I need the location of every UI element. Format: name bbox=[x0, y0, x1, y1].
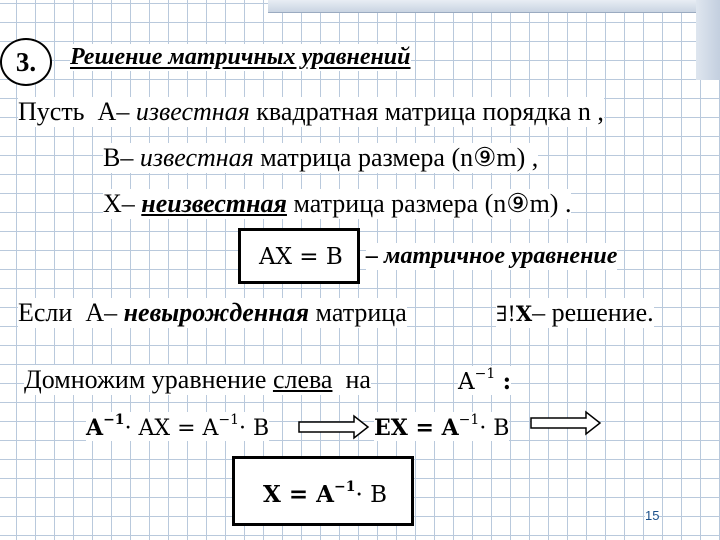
line-5-matrix-letter: A bbox=[458, 369, 475, 395]
line-5-exponent: −1 bbox=[474, 366, 496, 382]
line-1-dash: – bbox=[116, 97, 130, 126]
line-4-tail: – решение. bbox=[532, 298, 654, 327]
line-4-solution bbox=[496, 298, 654, 328]
equation-formula: AX = B bbox=[259, 244, 343, 270]
line-3 bbox=[103, 189, 571, 219]
right-decor-bar bbox=[696, 0, 720, 80]
page-number: 15 bbox=[645, 508, 660, 523]
line-5-text: Домножим уравнение bbox=[24, 365, 267, 394]
implication-arrow-1-icon bbox=[298, 414, 370, 440]
derivation-step-2 bbox=[374, 412, 509, 441]
step-1-a: A bbox=[86, 415, 104, 441]
line-3-rest: матрица размера (n⑨m) . bbox=[293, 189, 572, 218]
line-1-prefix: Пусть bbox=[18, 97, 85, 126]
step-1-exp-1: −1 bbox=[103, 412, 125, 428]
line-5-colon: : bbox=[502, 368, 512, 395]
line-2 bbox=[103, 143, 538, 173]
line-2-rest: матрица размера (n⑨m) , bbox=[260, 143, 539, 172]
step-2-a: EX = A bbox=[374, 415, 459, 441]
line-4 bbox=[18, 298, 407, 328]
slide-number-badge bbox=[0, 38, 52, 86]
slide-title: Решение матричных уравнений bbox=[70, 44, 411, 70]
line-4-qualifier: невырожденная bbox=[123, 298, 310, 327]
top-decor-bar bbox=[268, 0, 720, 13]
step-2-exp: −1 bbox=[458, 412, 480, 428]
line-5-on: на bbox=[345, 365, 371, 394]
line-4-rest: матрица bbox=[315, 298, 407, 327]
line-3-var: X bbox=[103, 189, 122, 218]
step-2-b: · B bbox=[479, 416, 510, 441]
result-box bbox=[232, 456, 414, 526]
line-2-dash: – bbox=[120, 143, 134, 172]
line-2-qualifier: известная bbox=[139, 143, 254, 172]
line-1-qualifier: известная bbox=[135, 97, 250, 126]
result-exp: −1 bbox=[333, 479, 356, 495]
line-1 bbox=[18, 97, 604, 127]
step-1-c: · B bbox=[239, 416, 270, 441]
line-3-dash: – bbox=[121, 189, 135, 218]
line-4-prefix: Если bbox=[18, 298, 73, 327]
step-1-b: · AX = A bbox=[124, 416, 219, 441]
line-4-dash: – bbox=[104, 298, 118, 327]
result-b: · B bbox=[355, 482, 387, 508]
line-3-qualifier: неизвестная bbox=[141, 189, 287, 218]
exists-unique-symbol: ∃! bbox=[496, 302, 516, 326]
step-1-exp-2: −1 bbox=[218, 412, 240, 428]
result-a: X = A bbox=[263, 481, 334, 508]
line-2-var: B bbox=[103, 143, 121, 172]
line-5-matrix bbox=[458, 366, 511, 395]
derivation-step-1 bbox=[86, 412, 269, 441]
line-1-rest: квадратная матрица порядка n , bbox=[256, 97, 604, 126]
equation-label: – матричное уравнение bbox=[366, 243, 618, 269]
line-5-underlined: слева bbox=[272, 365, 333, 394]
line-4-x: X bbox=[515, 301, 533, 326]
line-5 bbox=[24, 365, 371, 395]
equation-box bbox=[238, 228, 360, 284]
slide-number: 3. bbox=[15, 46, 37, 77]
line-4-var: A bbox=[85, 298, 105, 327]
implication-arrow-2-icon bbox=[530, 410, 602, 436]
result-formula bbox=[263, 479, 387, 508]
line-1-var: A bbox=[97, 97, 117, 126]
